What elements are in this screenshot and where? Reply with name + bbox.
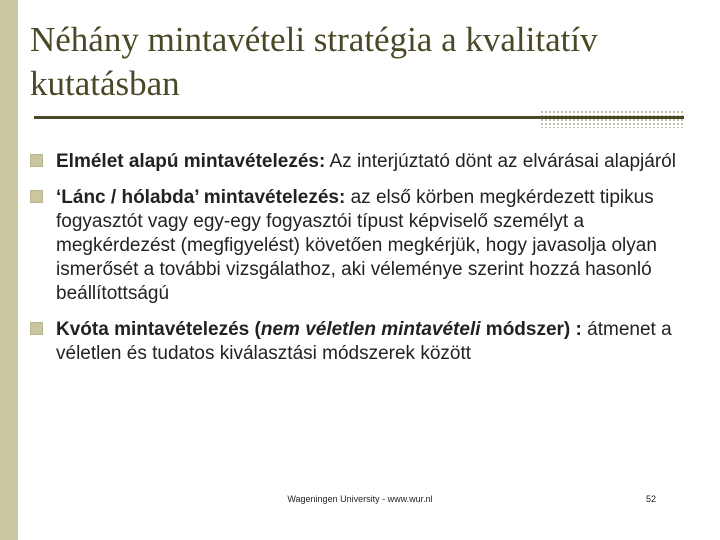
title-rule-dots <box>540 110 684 128</box>
bullet-item <box>30 150 690 174</box>
bullet-rest: az első körben megkérdezett tipikus fogyasztót vagy egy-egy fogyasztói típust képviselő személyt a megkérdezést (megfigyelést) követően megkérjük, hogy javasolja olyan ismerősét a további vizsgálathoz, aki véleménye szerint hozzá hasonló beállítottságú <box>56 187 657 304</box>
bullet-lead-tail: módszer) : <box>480 319 582 340</box>
slide-title: Néhány mintavételi stratégia a kvalitatív kutatásban <box>30 20 598 103</box>
title-rule <box>34 116 684 119</box>
square-bullet-icon <box>30 322 43 335</box>
footer-text: Wageningen University - www.wur.nl <box>287 494 433 504</box>
bullet-item <box>30 318 690 366</box>
bullet-emphasis: nem véletlen mintavételi <box>260 319 481 340</box>
bullet-rest: Az interjúztató dönt az elvárásai alapjáról <box>325 151 676 172</box>
square-bullet-icon <box>30 154 43 167</box>
bullet-item <box>30 186 690 306</box>
page-number: 52 <box>646 494 657 504</box>
left-accent-bar <box>0 0 18 540</box>
bullet-lead: Kvóta mintavételezés ( <box>56 319 261 340</box>
bullet-list <box>30 150 690 366</box>
bullet-lead: ‘Lánc / hólabda’ mintavételezés: <box>56 187 346 208</box>
bullet-text <box>56 318 690 366</box>
bullet-rest: átmenet a véletlen és tudatos kiválasztási módszerek között <box>56 319 672 364</box>
square-bullet-icon <box>30 190 43 203</box>
bullet-lead: Elmélet alapú mintavételezés: <box>56 151 326 172</box>
bullet-text <box>56 150 690 174</box>
bullet-text <box>56 186 690 306</box>
